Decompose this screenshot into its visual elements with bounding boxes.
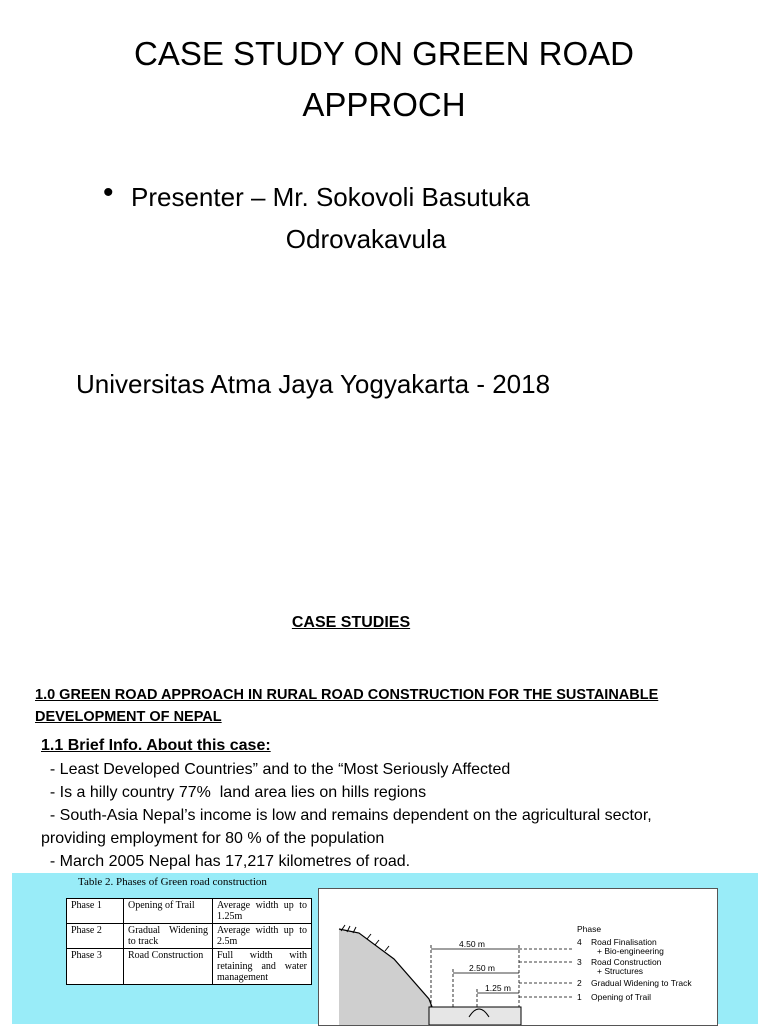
legend-number: 1	[577, 992, 582, 1002]
legend-label: + Bio-engineering	[597, 946, 664, 956]
section-heading: 1.0 GREEN ROAD APPROACH IN RURAL ROAD CONSTRUCTION FOR THE SUSTAINABLE DEVELOPMENT OF NEPAL	[35, 687, 659, 725]
legend-label: + Structures	[597, 966, 644, 976]
list-item: - South-Asia Nepal’s income is low and remains dependent on the agricultural sector,	[41, 807, 652, 824]
cross-section-svg	[319, 889, 717, 1025]
list-item: - Least Developed Countries” and to the “Most Seriously Affected	[41, 761, 511, 778]
dimension-label: 1.25 m	[485, 983, 511, 993]
list-item: providing employment for 80 % of the population	[41, 830, 385, 847]
legend-label: Road Finalisation	[591, 937, 657, 947]
university-line: Universitas Atma Jaya Yogyakarta - 2018	[76, 369, 551, 399]
legend-label: Opening of Trail	[591, 992, 652, 1002]
brief-info-list	[41, 758, 741, 873]
table-cell: Road Construction	[124, 949, 213, 985]
table-cell: Phase 3	[67, 949, 124, 985]
hillside-slope	[339, 929, 439, 1025]
table-row	[67, 949, 312, 985]
table-row	[67, 924, 312, 949]
phase-legend-title: Phase	[577, 924, 602, 934]
presenter-line-1: Presenter – Mr. Sokovoli Basutuka	[131, 182, 530, 212]
table-row	[67, 899, 312, 924]
list-item: - March 2005 Nepal has 17,217 kilometres of road.	[41, 853, 411, 870]
legend-number: 4	[577, 937, 582, 947]
bullet-icon: •	[103, 176, 114, 209]
presenter-line-2: Odrovakavula	[285, 224, 447, 254]
table-cell: Full width with retaining and water management	[213, 949, 312, 985]
legend-label: Road Construction	[591, 957, 662, 967]
table-cell: Gradual Widening to track	[124, 924, 213, 949]
dimension-lines	[431, 945, 574, 1007]
table-cell: Opening of Trail	[124, 899, 213, 924]
table-cell: Average width up to 1.25m	[213, 899, 312, 924]
brief-info-heading: 1.1 Brief Info. About this case:	[41, 737, 271, 754]
table-cell: Phase 1	[67, 899, 124, 924]
dimension-label: 4.50 m	[459, 939, 485, 949]
slide-title	[0, 28, 768, 130]
table-cell: Average width up to 2.5m	[213, 924, 312, 949]
legend-label: Gradual Widening to Track	[591, 978, 692, 988]
dimension-label: 2.50 m	[469, 963, 495, 973]
phase-table	[66, 898, 312, 985]
case-studies-heading: CASE STUDIES	[291, 614, 411, 631]
road-cross-section-diagram	[318, 888, 718, 1026]
title-line-1: CASE STUDY ON GREEN ROAD	[134, 35, 634, 72]
legend-number: 3	[577, 957, 582, 967]
figure-caption: Table 2. Phases of Green road construction	[78, 876, 267, 888]
table-cell: Phase 2	[67, 924, 124, 949]
title-line-2: APPROCH	[302, 86, 466, 123]
list-item: - Is a hilly country 77% land area lies on hills regions	[41, 784, 427, 801]
legend-number: 2	[577, 978, 582, 988]
